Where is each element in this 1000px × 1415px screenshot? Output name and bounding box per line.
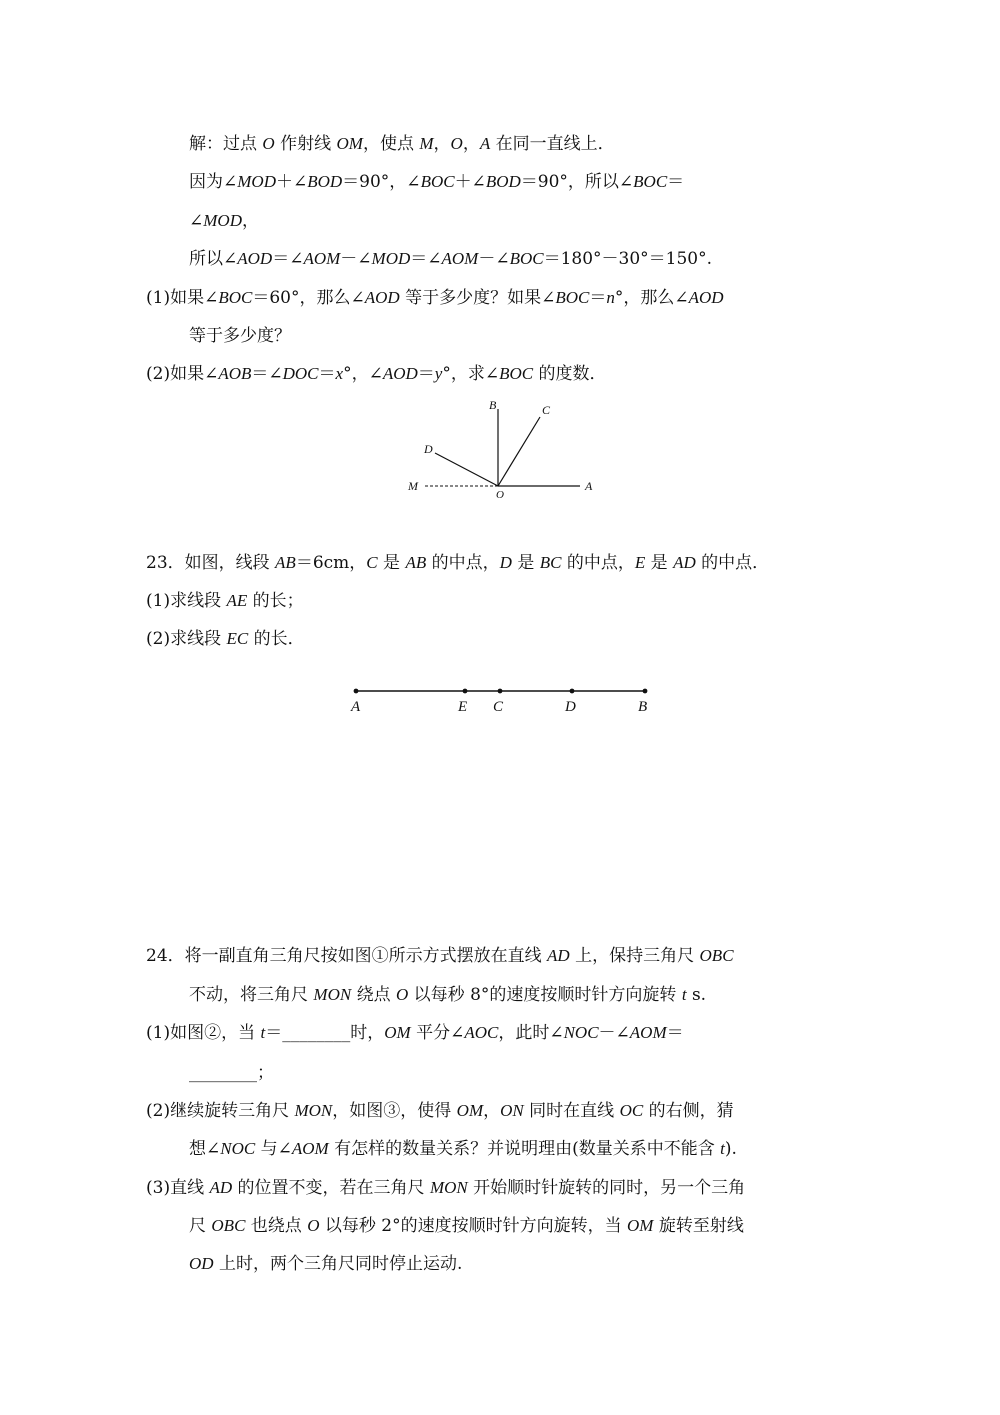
label-D: D bbox=[424, 442, 433, 456]
point-C bbox=[498, 689, 503, 694]
point-A bbox=[354, 689, 359, 694]
point-D bbox=[570, 689, 575, 694]
q24-part3-line2: 尺 OBC 也绕点 O 以每秒 2°的速度按顺时针方向旋转，当 OM 旋转至射线 bbox=[189, 1216, 744, 1236]
q24-stem-line2: 不动，将三角尺 MON 绕点 O 以每秒 8°的速度按顺时针方向旋转 t s. bbox=[189, 985, 707, 1005]
label-B: B bbox=[638, 699, 648, 715]
ray-OC bbox=[498, 417, 540, 486]
label-B: B bbox=[489, 398, 497, 412]
solution-line-1: 解：过点 O 作射线 OM，使点 M，O，A 在同一直线上． bbox=[189, 134, 615, 154]
label-A: A bbox=[585, 479, 593, 493]
solution-line-4: 所以∠AOD＝∠AOM－∠MOD＝∠AOM－∠BOC＝180°－30°＝150°. bbox=[189, 249, 713, 269]
q23-part2: (2)求线段 EC 的长． bbox=[146, 629, 305, 649]
q24-part2-line1: (2)继续旋转三角尺 MON，如图③，使得 OM，ON 同时在直线 OC 的右侧，猜 bbox=[146, 1101, 734, 1121]
q24-part3-line3: OD 上时，两个三角尺同时停止运动. bbox=[189, 1254, 463, 1274]
label-C: C bbox=[542, 403, 551, 417]
label-A: A bbox=[351, 699, 361, 715]
point-E bbox=[463, 689, 468, 694]
point-B bbox=[643, 689, 648, 694]
label-E: E bbox=[458, 699, 468, 715]
ray-OD bbox=[435, 453, 498, 486]
angle-figure bbox=[395, 395, 610, 505]
q23-part1: (1)求线段 AE 的长； bbox=[146, 591, 304, 611]
q24-part1-line2: ________； bbox=[189, 1063, 274, 1083]
q24-part3-line1: (3)直线 AD 的位置不变，若在三角尺 MON 开始顺时针旋转的同时，另一个三角 bbox=[146, 1178, 746, 1198]
solution-line-3: ∠MOD， bbox=[189, 211, 259, 231]
label-C: C bbox=[493, 699, 504, 715]
label-O: O bbox=[496, 489, 504, 501]
q23-stem: 23．如图，线段 AB＝6cm，C 是 AB 的中点，D 是 BC 的中点，E 是 AD 的中点． bbox=[146, 553, 770, 573]
q24-stem-line1: 24．将一副直角三角尺按如图①所示方式摆放在直线 AD 上，保持三角尺 OBC bbox=[146, 946, 734, 966]
solution-line-2: 因为∠MOD＋∠BOD＝90°，∠BOC＋∠BOD＝90°，所以∠BOC＝ bbox=[189, 172, 685, 192]
q24-part1-line1: (1)如图②，当 t＝________时，OM 平分∠AOC，此时∠NOC－∠AOM＝ bbox=[146, 1023, 684, 1043]
q22-part1-line1: (1)如果∠BOC＝60°，那么∠AOD 等于多少度？如果∠BOC＝n°，那么∠AOD bbox=[146, 288, 724, 308]
segment-figure bbox=[340, 680, 660, 720]
q22-part1-line2: 等于多少度？ bbox=[189, 326, 291, 346]
q24-part2-line2: 想∠NOC 与∠AOM 有怎样的数量关系？并说明理由(数量关系中不能含 t). bbox=[189, 1139, 737, 1159]
q22-part2: (2)如果∠AOB＝∠DOC＝x°，∠AOD＝y°，求∠BOC 的度数． bbox=[146, 364, 607, 384]
label-M: M bbox=[408, 479, 418, 493]
label-D: D bbox=[565, 699, 576, 715]
